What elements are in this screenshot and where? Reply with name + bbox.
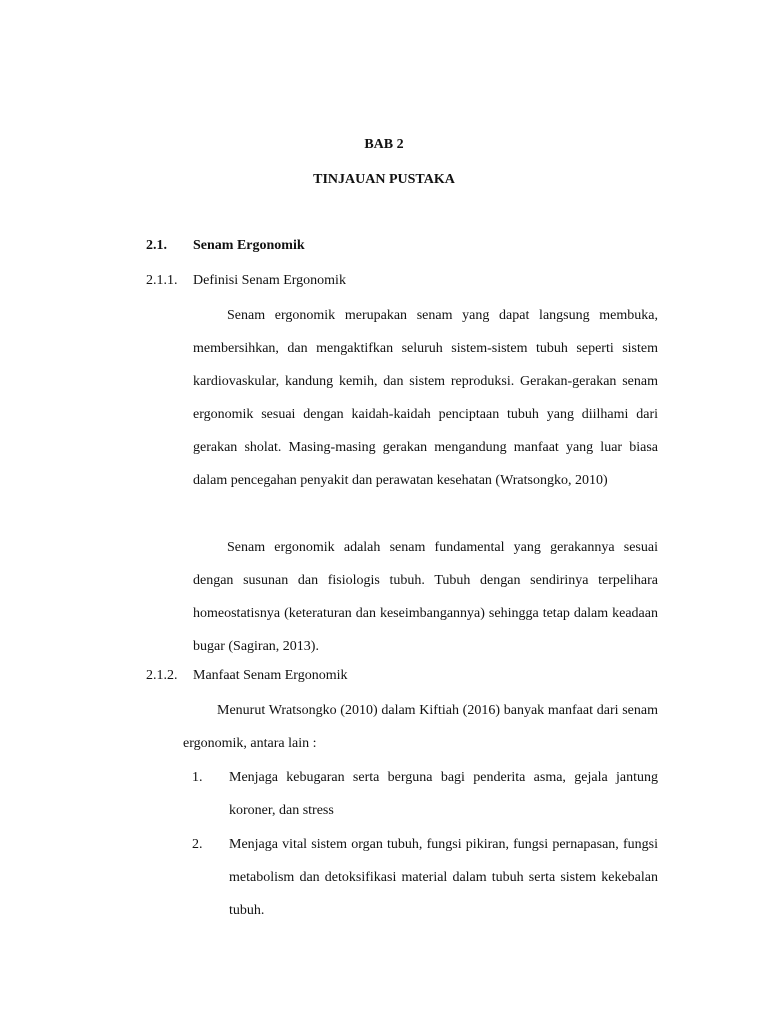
list-item-number: 1. bbox=[192, 770, 203, 785]
subsection-title: Manfaat Senam Ergonomik bbox=[193, 668, 348, 683]
section-number: 2.1. bbox=[146, 238, 167, 253]
chapter-title: TINJAUAN PUSTAKA bbox=[313, 172, 455, 187]
list-item-text: Menjaga kebugaran serta berguna bagi penderita asma, gejala jantung koroner, dan stress bbox=[229, 770, 658, 818]
subsection-number: 2.1.2. bbox=[146, 668, 178, 683]
subsection-number: 2.1.1. bbox=[146, 273, 178, 288]
paragraph-definition-2: Senam ergonomik adalah senam fundamental yang gerakannya sesuai dengan susunan dan fisiologis tubuh. Tubuh dengan sendirinya terpelihara homeostatisnya (keteraturan dan keseimbangannya) sehingga tetap dalam keadaan bugar (Sagiran, 2013). bbox=[193, 540, 658, 654]
list-item-number: 2. bbox=[192, 837, 203, 852]
paragraph-definition-1: Senam ergonomik merupakan senam yang dapat langsung membuka, membersihkan, dan mengaktifkan seluruh sistem-sistem tubuh seperti sistem kardiovaskular, kandung kemih, dan sistem reproduksi. Gerakan-gerakan senam ergonomik sesuai dengan kaidah-kaidah penciptaan tubuh yang diilhami dari gerakan sholat. Masing-masing gerakan mengandung manfaat yang luar biasa dalam pencegahan penyakit dan perawatan kesehatan (Wratsongko, 2010) bbox=[193, 308, 658, 488]
chapter-number: BAB 2 bbox=[364, 137, 404, 152]
subsection-title: Definisi Senam Ergonomik bbox=[193, 273, 346, 288]
section-title: Senam Ergonomik bbox=[193, 238, 305, 253]
paragraph-benefits-intro: Menurut Wratsongko (2010) dalam Kiftiah (2016) banyak manfaat dari senam ergonomik, antara lain : bbox=[183, 703, 658, 751]
list-item-text: Menjaga vital sistem organ tubuh, fungsi pikiran, fungsi pernapasan, fungsi metabolism dan detoksifikasi material dalam tubuh serta sistem kekebalan tubuh. bbox=[229, 837, 658, 918]
